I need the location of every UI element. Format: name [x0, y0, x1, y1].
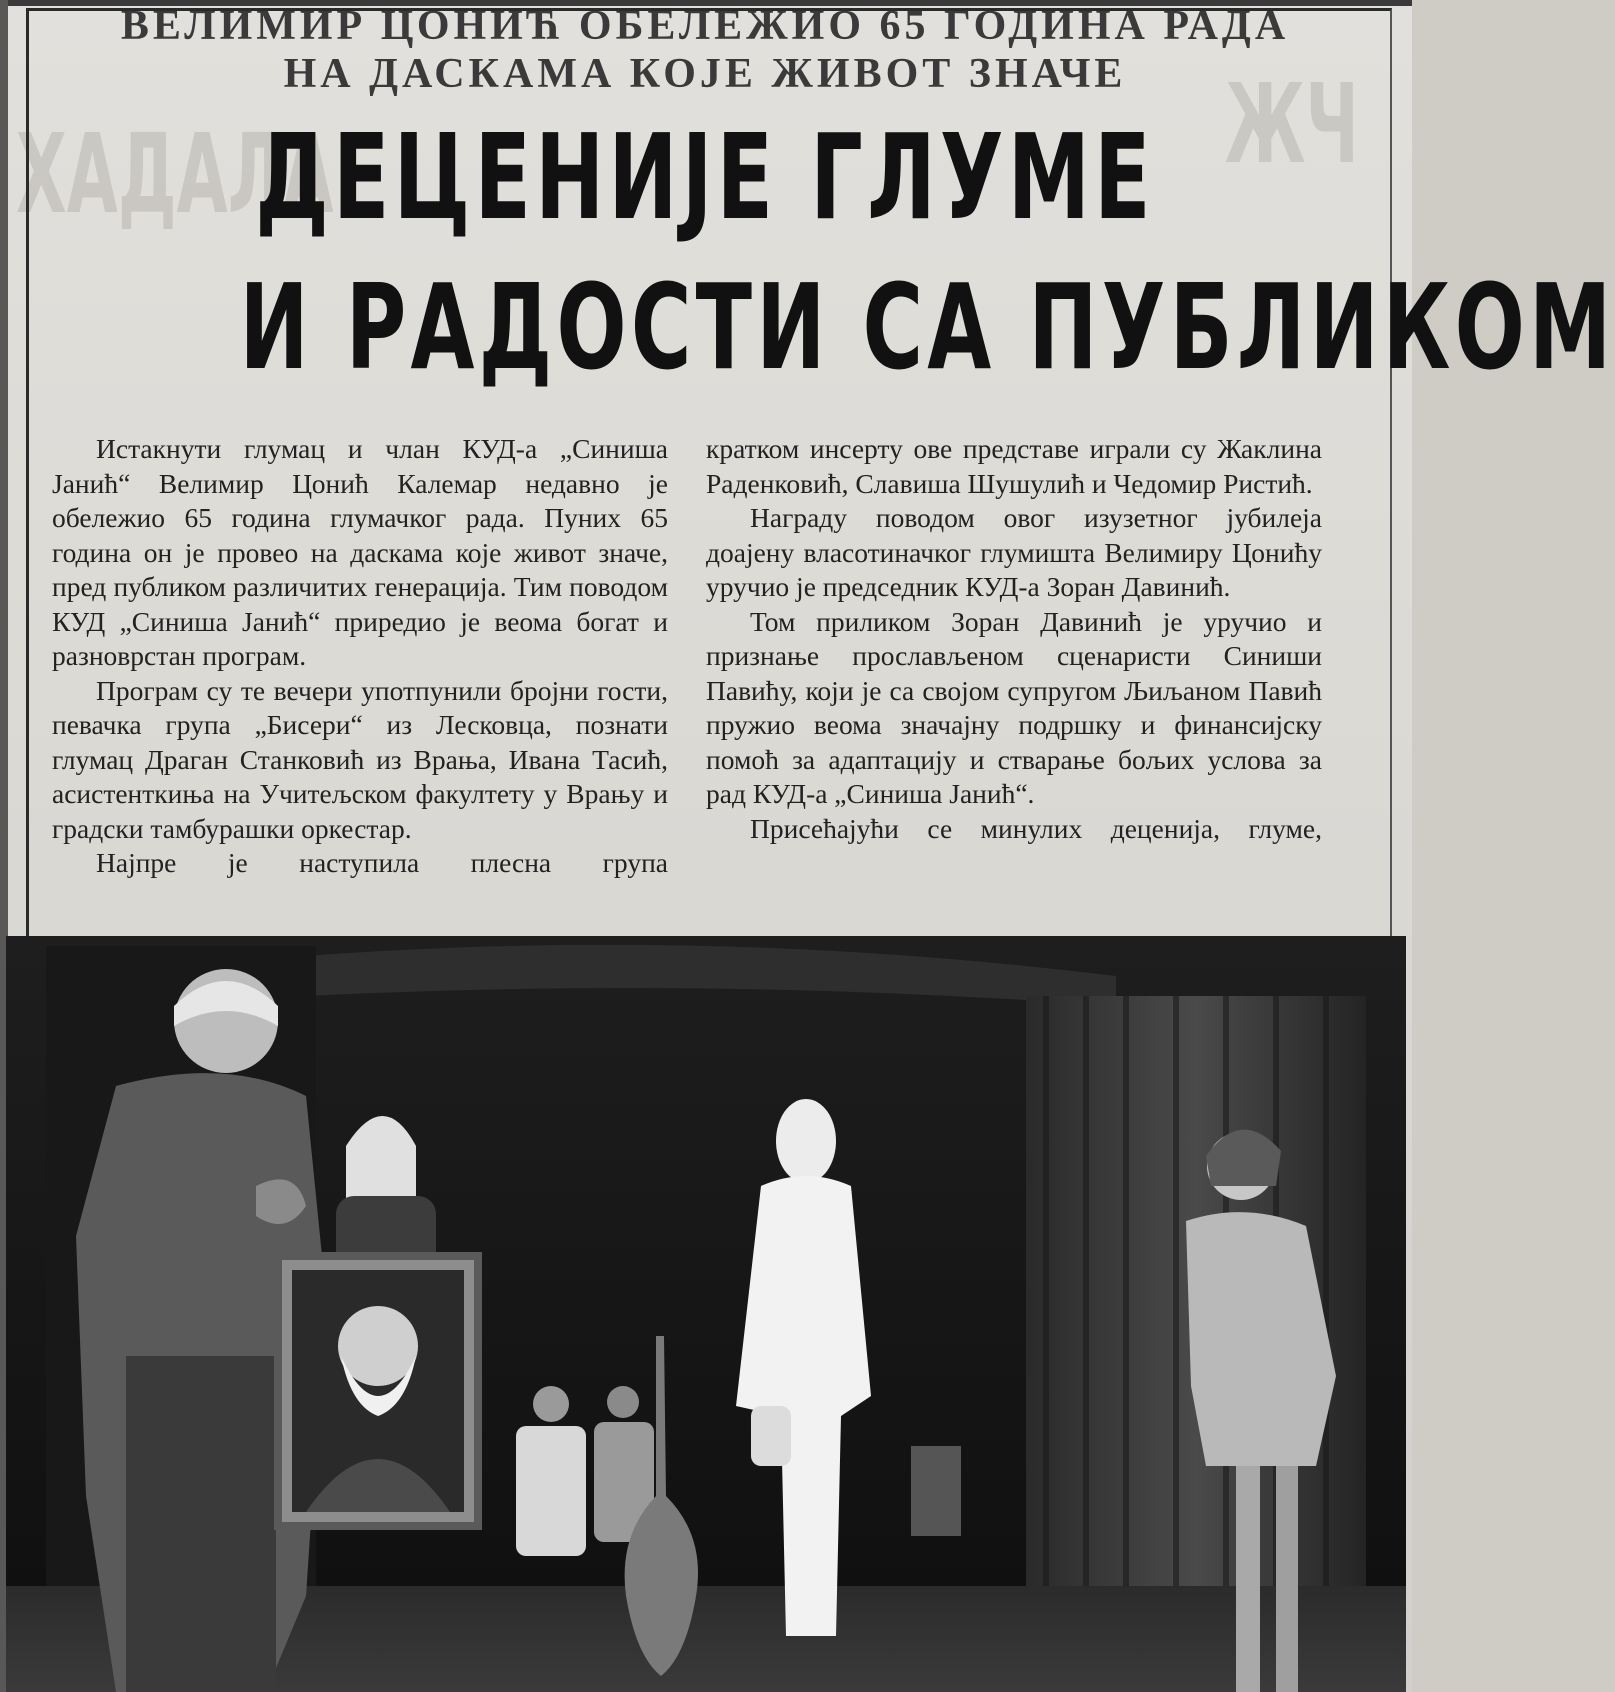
paragraph: Награду поводом овог изузетног јубилеја доајену власотиначког глумишта Велимиру Цонићу уручио је председник КУД-а Зоран Давинић. [706, 502, 1322, 602]
headline-line-1: ДЕЦЕНИЈЕ ГЛУМЕ [255, 108, 1155, 246]
paragraph: Том приликом Зоран Давинић је уручио и признање прослављеном сценаристи Синиши Павићу, који је са својом супругом Љиљаном Павић пружио веома значајну подршку и финансијску помоћ за адаптацију и стварање бољих услова за рад КУД-а „Синиша Јанић“. [706, 605, 1322, 809]
paragraph: Истакнути глумац и члан КУД-а „Синиша Јанић“ Велимир Цонић Калемар недавно је обележио 65 година глумачког рада. Пуних 65 година он је провео на даскама које живот значе, пред публиком различитих генерација. Тим поводом КУД „Синиша Јанић“ приредио је веома богат и разноврстан програм. [52, 433, 668, 671]
framed-portrait [278, 1256, 478, 1526]
article-column-right [706, 432, 1322, 846]
kicker-line-1: ВЕЛИМИР ЦОНИЋ ОБЕЛЕЖИО 65 ГОДИНА РАДА [120, 3, 1290, 49]
paragraph: Присећајући се минулих деценија, глуме, [750, 812, 1322, 844]
accordion-player [911, 1446, 961, 1536]
stage-photo [6, 936, 1406, 1692]
paragraph-continued: кратком инсерту ове представе играли су Жаклина Раденковић, Славиша Шушулић и Чедомир Ристић. [706, 433, 1322, 499]
paragraph: Програм су те вечери употпунили бројни гости, певачка група „Бисери“ из Лесковца, познати глумац Драган Станковић из Врања, Ивана Тасић, асистенткиња на Учитељском факултету у Врању и градски тамбурашки оркестар. [52, 674, 668, 844]
headline-line-2: И РАДОСТИ СА ПУБЛИКОМ [239, 258, 1615, 396]
kicker-line-2: НА ДАСКАМА КОЈЕ ЖИВОТ ЗНАЧЕ [283, 51, 1127, 97]
paragraph: Најпре је наступила плесна група [96, 847, 668, 878]
stage-photo-illustration [6, 936, 1406, 1692]
article-column-left [52, 432, 668, 881]
bleed-through-text: ХАДАЛА [15, 110, 334, 238]
bleed-through-text: ЖЧ [1224, 60, 1359, 188]
